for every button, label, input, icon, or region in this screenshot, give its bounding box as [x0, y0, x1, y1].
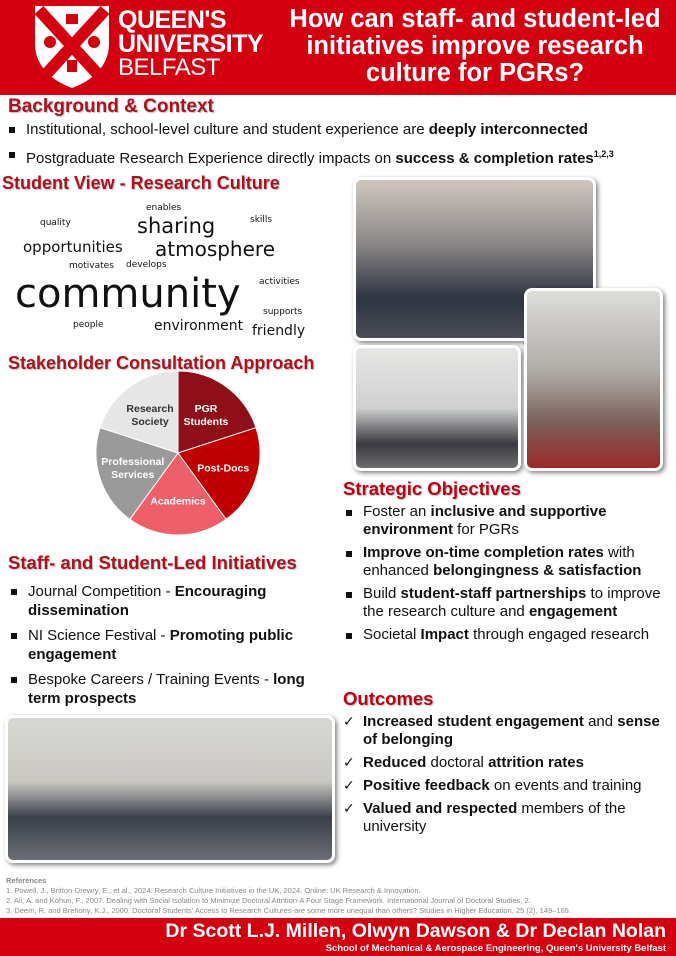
authors: Dr Scott L.J. Millen, Olwyn Dawson & Dr Declan Nolan [165, 920, 666, 942]
bold-text: Reduced [363, 754, 427, 771]
text: and [583, 713, 618, 730]
word: motivates [69, 261, 114, 271]
text: Institutional, school-level culture and student experience are [26, 121, 429, 138]
text: on events and training [489, 777, 642, 794]
list-item [343, 754, 673, 772]
pie-label: Research Society [126, 403, 174, 429]
objectives-list [343, 503, 673, 649]
list-item [343, 503, 673, 539]
list-item [343, 544, 673, 580]
list-item [343, 800, 673, 836]
logo-line: UNIVERSITY [118, 30, 264, 58]
pie-label: Academics [150, 495, 206, 508]
bold-text: Impact [420, 626, 469, 643]
outcomes-heading: Outcomes [343, 688, 434, 709]
objectives-heading: Strategic Objectives [343, 478, 521, 499]
text: with enhanced [363, 544, 635, 579]
text: Postgraduate Research Experience directly impacts on [26, 150, 396, 167]
outcomes-list [343, 713, 673, 841]
bold-text: engagement [528, 603, 618, 620]
bold-text: student-staff partnerships [400, 585, 587, 602]
text: for PGRs [453, 521, 519, 538]
bold-text: success & completion rates [395, 150, 594, 167]
bold-text: attrition rates [488, 754, 584, 771]
reference-item: 1. Powell, J., Britton-Drewry, E., et al., 2024. Research Culture Initiatives in the UK, 2024. Online: UK Research & Innovation. [6, 886, 421, 895]
word: supports [263, 307, 303, 317]
bold-text: Positive feedback [363, 777, 490, 794]
text: NI Science Festival - [28, 627, 170, 644]
text: Societal [363, 626, 421, 643]
bold-text: belongingness & satisfaction [433, 562, 642, 579]
stakeholder-heading: Stakeholder Consultation Approach [8, 353, 315, 373]
initiatives-list [8, 582, 333, 714]
event-photo-presentation [353, 345, 521, 471]
event-photo-activity [524, 288, 663, 471]
list-item [343, 585, 673, 621]
list-item [343, 777, 673, 795]
references [6, 876, 571, 916]
pie-label: PGR Students [183, 403, 229, 429]
text: 1,2,3 [593, 149, 614, 159]
bold-text: long term prospects [28, 671, 305, 707]
word: develops [126, 260, 167, 270]
poster-title: How can staff- and student-led initiatives improve research culture for PGRs? [289, 5, 661, 87]
reference-item: 2. Ali, A. and Kohun, F., 2007. Dealing with Social Isolation to Minimize Doctoral Attrition-A Four Stage Framework. International Journal of Doctoral Studies, 2. [6, 896, 531, 905]
bold-text: Increased student engagement [363, 713, 584, 730]
word: quality [40, 218, 71, 228]
footer-banner [0, 918, 676, 956]
bold-text: Valued and respected [363, 800, 518, 817]
bold-text: inclusive and supportive environment [363, 503, 607, 538]
word: enables [146, 203, 182, 213]
bold-text: Improve on-time completion rates [363, 544, 604, 561]
group-photo [5, 715, 335, 863]
list-item [6, 145, 676, 168]
student-view-heading: Student View - Research Culture [2, 173, 280, 193]
text: doctoral [426, 754, 489, 771]
list-item [343, 626, 673, 644]
pie-label: Post-Docs [197, 462, 250, 475]
word: opportunities [23, 238, 123, 256]
background-heading: Background & Context [8, 96, 214, 117]
text: Build [363, 585, 401, 602]
text: Journal Competition - [28, 583, 175, 600]
word-cloud [0, 200, 340, 345]
reference-item: 3. Deem, R. and Brehony, K.J., 2000. Doctoral Students' Access to Research Cultures-are some more unequal than others? Studies in Higher Education, 25 (2), 149–165. [6, 906, 571, 915]
text: to improve the research culture and [363, 585, 661, 620]
stakeholder-pie-chart [80, 370, 280, 540]
affiliation: School of Mechanical & Aerospace Engineering, Queen's University Belfast [325, 943, 666, 954]
university-wordmark [118, 8, 263, 80]
bold-text: Encouraging dissemination [28, 583, 267, 619]
text: through engaged research [468, 626, 650, 643]
text: members of the university [363, 800, 626, 835]
text: Bespoke Careers / Training Events - [28, 671, 274, 688]
bold-text: sense of belonging [363, 713, 660, 748]
word: skills [250, 215, 273, 225]
bold-text: deeply interconnected [428, 121, 588, 138]
word: atmosphere [155, 237, 275, 261]
list-item [8, 582, 333, 620]
bold-text: Promoting public engagement [28, 627, 294, 663]
background-list [6, 120, 676, 174]
pie-label: Professional Services [101, 456, 165, 482]
references-heading: References [6, 876, 47, 885]
word: friendly [252, 323, 306, 339]
list-item [6, 120, 676, 139]
logo-line: BELFAST [118, 54, 220, 81]
word: sharing [137, 214, 216, 238]
initiatives-heading: Staff- and Student-Led Initiatives [8, 552, 297, 573]
word: people [73, 320, 104, 330]
list-item [8, 626, 333, 664]
word: activities [259, 277, 300, 287]
list-item [8, 670, 333, 708]
list-item [343, 713, 673, 749]
text: Foster an [363, 503, 431, 520]
logo-line: QUEEN'S [118, 6, 227, 34]
word: community [15, 271, 241, 317]
header-banner [0, 0, 676, 95]
university-crest-logo [33, 4, 111, 90]
word: environment [154, 318, 244, 334]
